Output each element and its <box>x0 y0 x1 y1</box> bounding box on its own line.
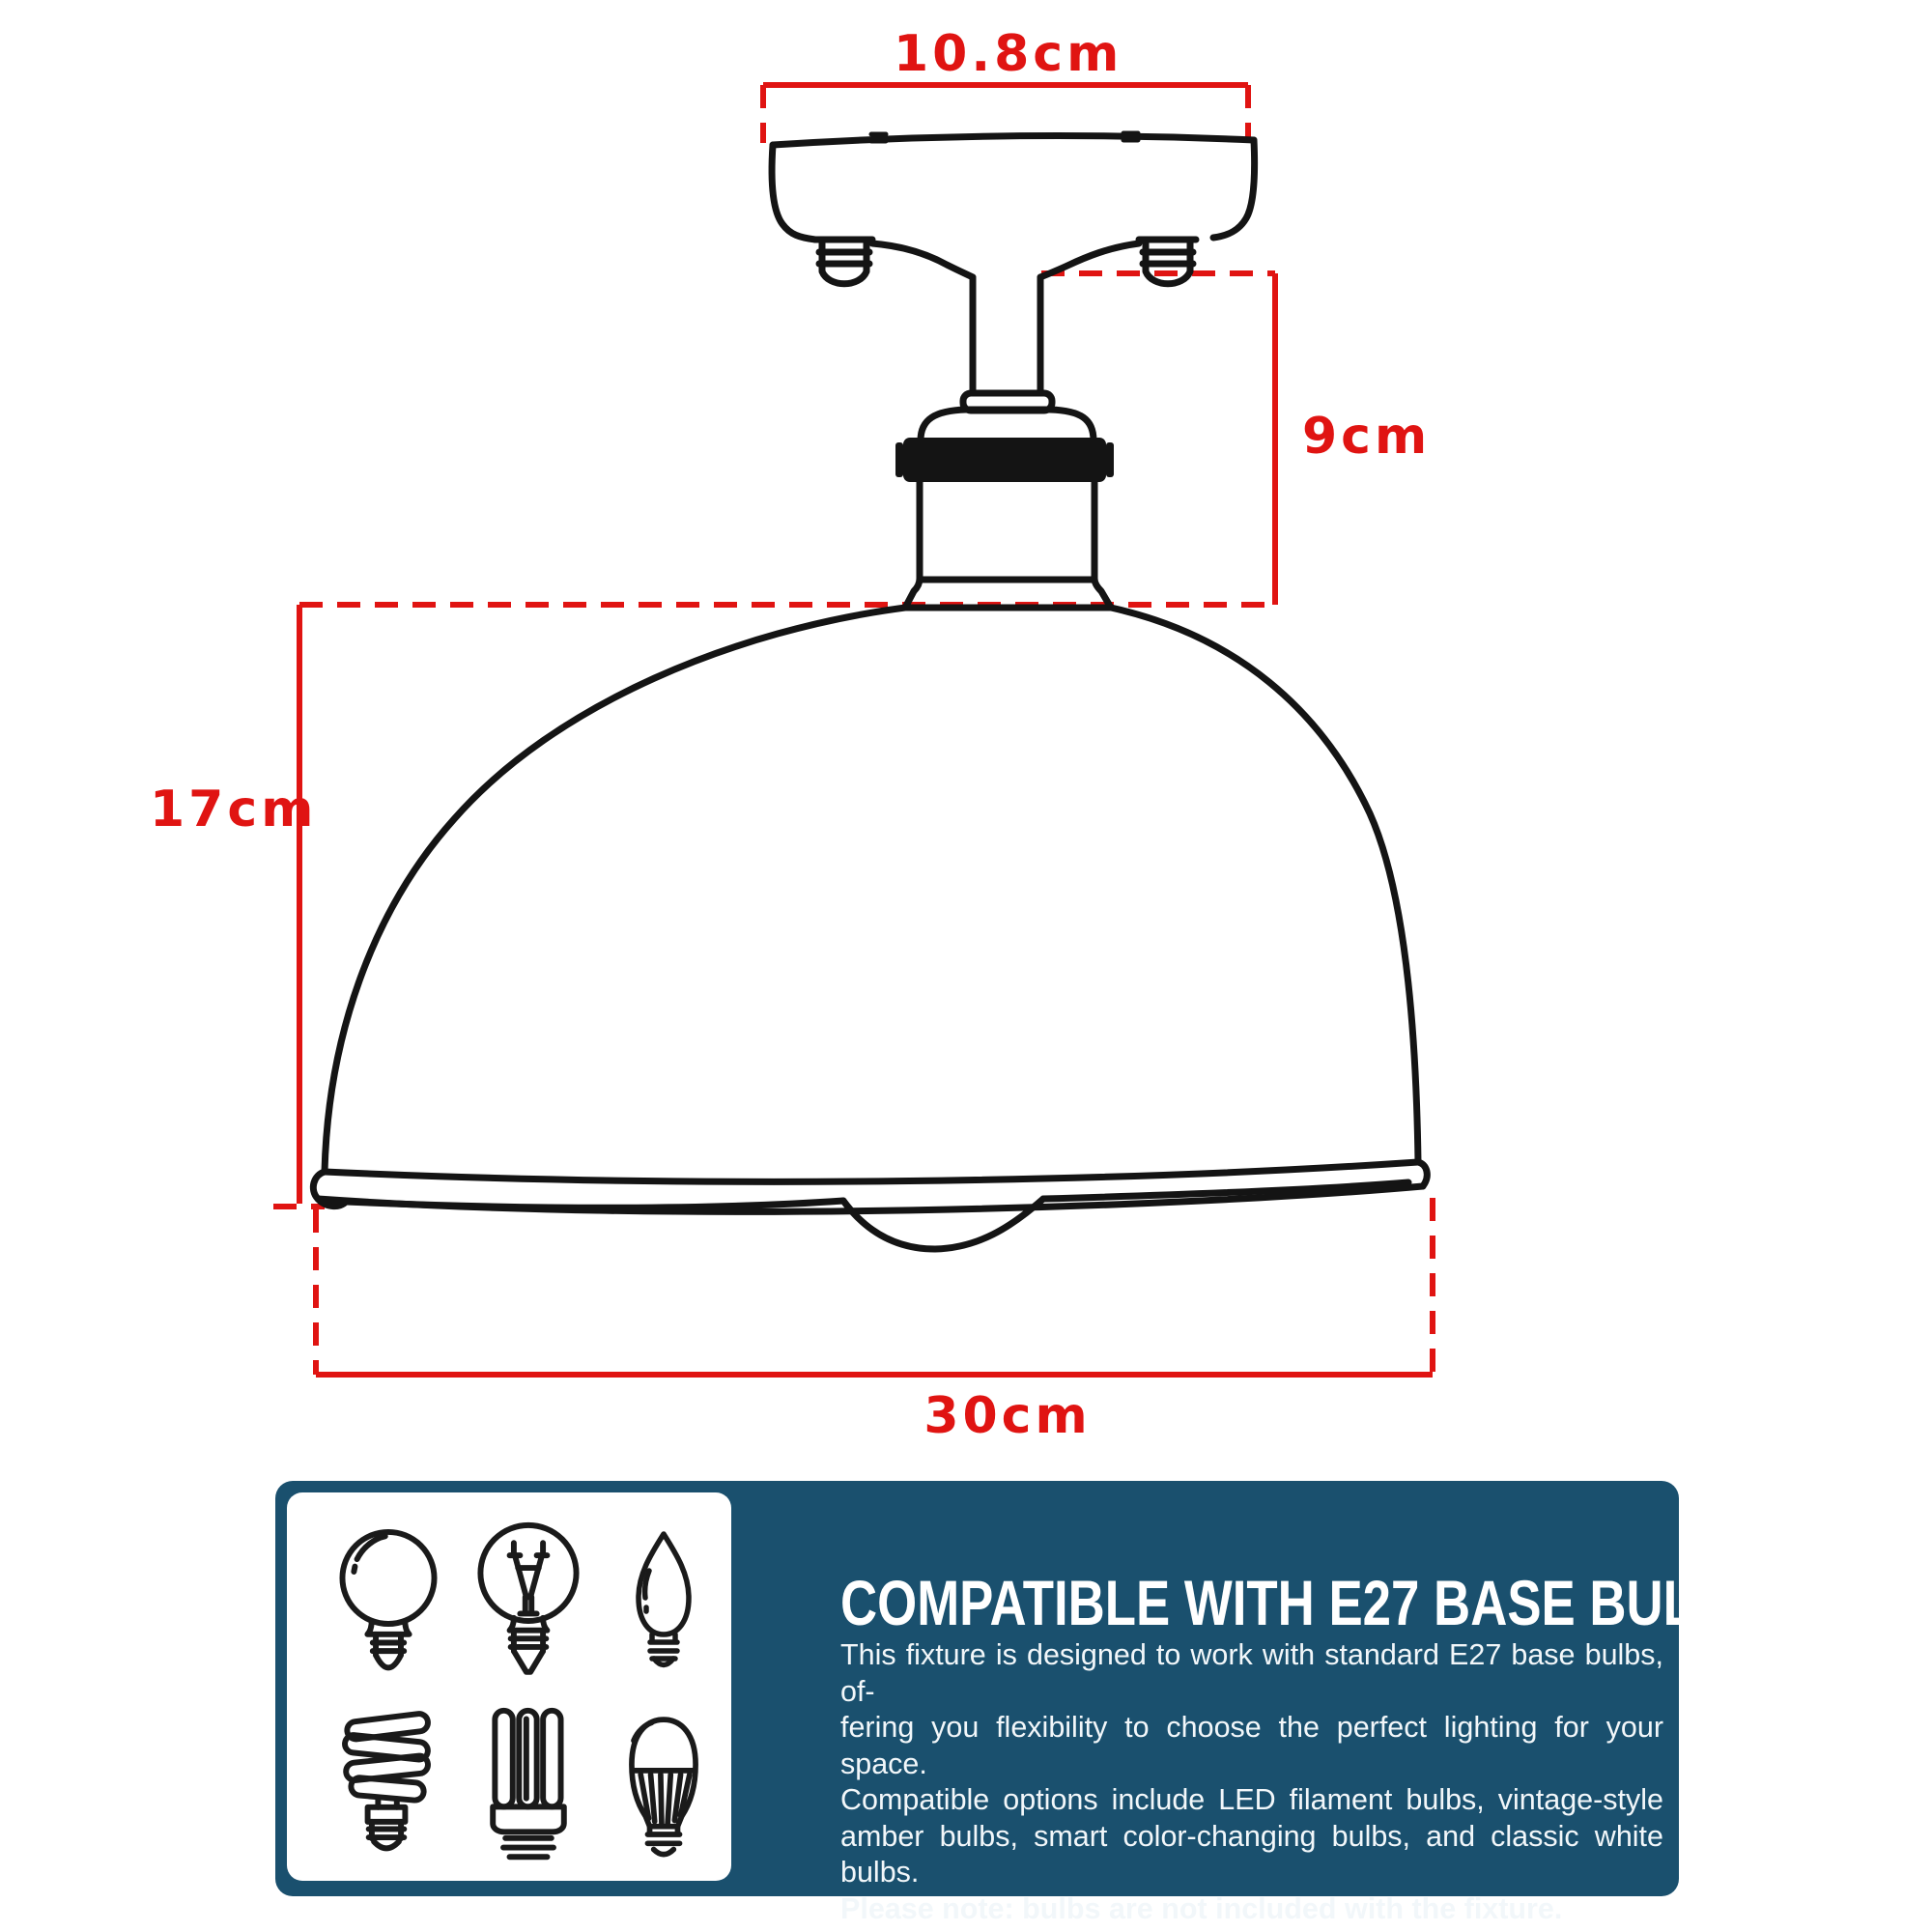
body-line: amber bulbs, smart color-changing bulbs, and classic white bulbs. <box>840 1819 1663 1889</box>
panel-heading: COMPATIBLE WITH E27 BASE BULBS <box>840 1567 1766 1638</box>
shade-height-label: 17cm <box>150 781 318 838</box>
filament-bulb-icon <box>466 1514 591 1688</box>
panel-body-text <box>840 1637 1663 1927</box>
ceiling-plate <box>772 133 1255 284</box>
left-screw <box>815 240 872 284</box>
socket-body-right <box>1094 482 1111 608</box>
globe-bulb-icon <box>326 1520 451 1689</box>
body-note-line: Please note: bulbs are not included with the fixture. <box>840 1891 1563 1925</box>
fixture-height-label: 9cm <box>1302 408 1432 466</box>
body-line: fering you flexibility to choose the perfect lighting for your space. <box>840 1711 1663 1780</box>
stem-tube <box>973 277 1040 393</box>
right-screw <box>1139 240 1196 284</box>
bulb-types-box <box>287 1492 731 1881</box>
dome-shade <box>313 608 1427 1249</box>
spiral-cfl-bulb-icon <box>324 1703 449 1877</box>
shade-outline <box>325 608 1418 1172</box>
socket-knurled-ring <box>903 438 1106 482</box>
socket-cap <box>921 410 1094 440</box>
led-bulb-icon <box>604 1703 724 1877</box>
stem-and-socket <box>895 277 1114 608</box>
e27-info-panel <box>275 1481 1766 1925</box>
candle-bulb-icon <box>606 1520 722 1684</box>
socket-body-left <box>905 482 920 608</box>
plate-width-label: 10.8cm <box>894 25 1123 83</box>
tube-cfl-bulb-icon <box>466 1700 591 1879</box>
shade-diameter-label: 30cm <box>923 1387 1092 1445</box>
shade-rim <box>313 1162 1427 1211</box>
body-line: This fixture is designed to work with standard E27 base bulbs, of- <box>840 1638 1663 1708</box>
body-line: Compatible options include LED filament bulbs, vintage-style <box>840 1783 1663 1816</box>
